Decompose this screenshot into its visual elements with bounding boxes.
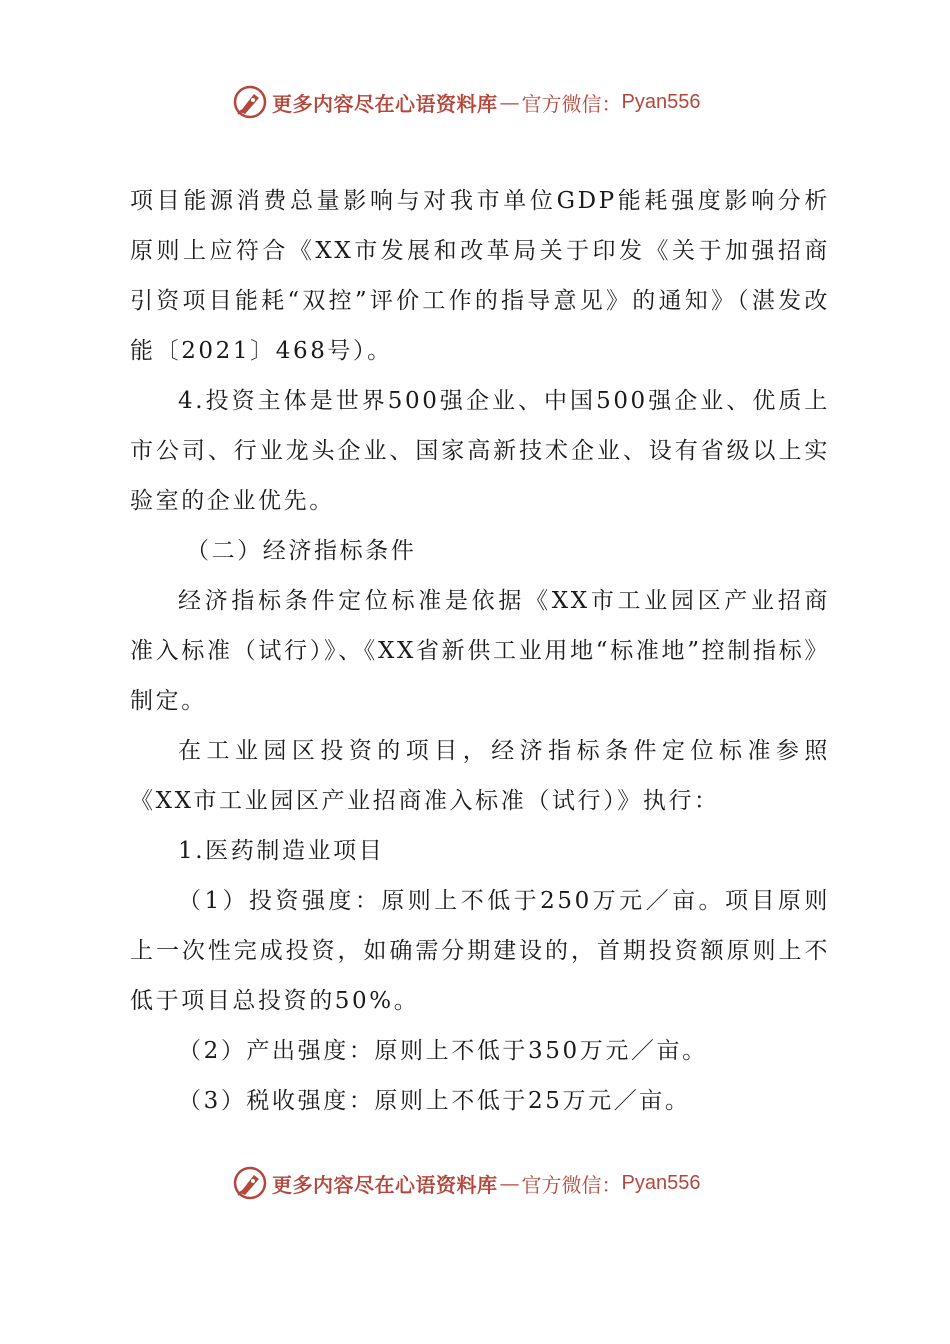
section-heading-economic-indicators: （二）经济指标条件	[186, 538, 417, 564]
watermark-wechat-id: Pyan556	[621, 90, 701, 113]
paragraph-indicator-basis: 经济指标条件定位标准是依据《XX市工业园区产业招商准入标准（试行）》、《XX省新供工业用地“标准地”控制指标》制定。	[130, 588, 830, 714]
paragraph-energy-analysis: 项目能源消费总量影响与对我市单位GDP能耗强度影响分析原则上应符合《XX市发展和改革局关于印发《关于加强招商引资项目能耗“双控”评价工作的指导意见》的通知》（湛发改能〔2021〕468号）。	[130, 188, 830, 364]
item-output-intensity: （2）产出强度：原则上不低于350万元／亩。	[178, 1038, 708, 1064]
watermark-title: 更多内容尽在心语资料库	[272, 1172, 498, 1197]
subheading-pharma-manufacturing: 1.医药制造业项目	[178, 838, 385, 864]
pen-nib-logo-icon	[232, 1165, 268, 1201]
watermark-wechat-label: 官方微信：	[521, 1172, 622, 1197]
item-tax-intensity: （3）税收强度：原则上不低于25万元／亩。	[178, 1088, 691, 1114]
watermark-banner-bottom	[232, 1163, 700, 1203]
watermark-wechat-label: 官方微信：	[521, 91, 622, 116]
paragraph-investor-priority: 4.投资主体是世界500强企业、中国500强企业、优质上市公司、行业龙头企业、国家高新技术企业、设有省级以上实验室的企业优先。	[130, 388, 830, 514]
watermark-wechat-id: Pyan556	[621, 1171, 701, 1194]
watermark-separator: —	[499, 90, 520, 114]
paragraph-park-investment: 在工业园区投资的项目，经济指标条件定位标准参照《XX市工业园区产业招商准入标准（试行）》执行：	[130, 738, 830, 814]
watermark-separator: —	[499, 1171, 520, 1195]
document-body	[130, 176, 830, 1126]
watermark-title: 更多内容尽在心语资料库	[272, 91, 498, 116]
item-investment-intensity: （1）投资强度：原则上不低于250万元／亩。项目原则上一次性完成投资，如确需分期建设的，首期投资额原则上不低于项目总投资的50%。	[130, 888, 830, 1014]
pen-nib-logo-icon	[232, 84, 268, 120]
watermark-banner-top	[232, 82, 700, 122]
